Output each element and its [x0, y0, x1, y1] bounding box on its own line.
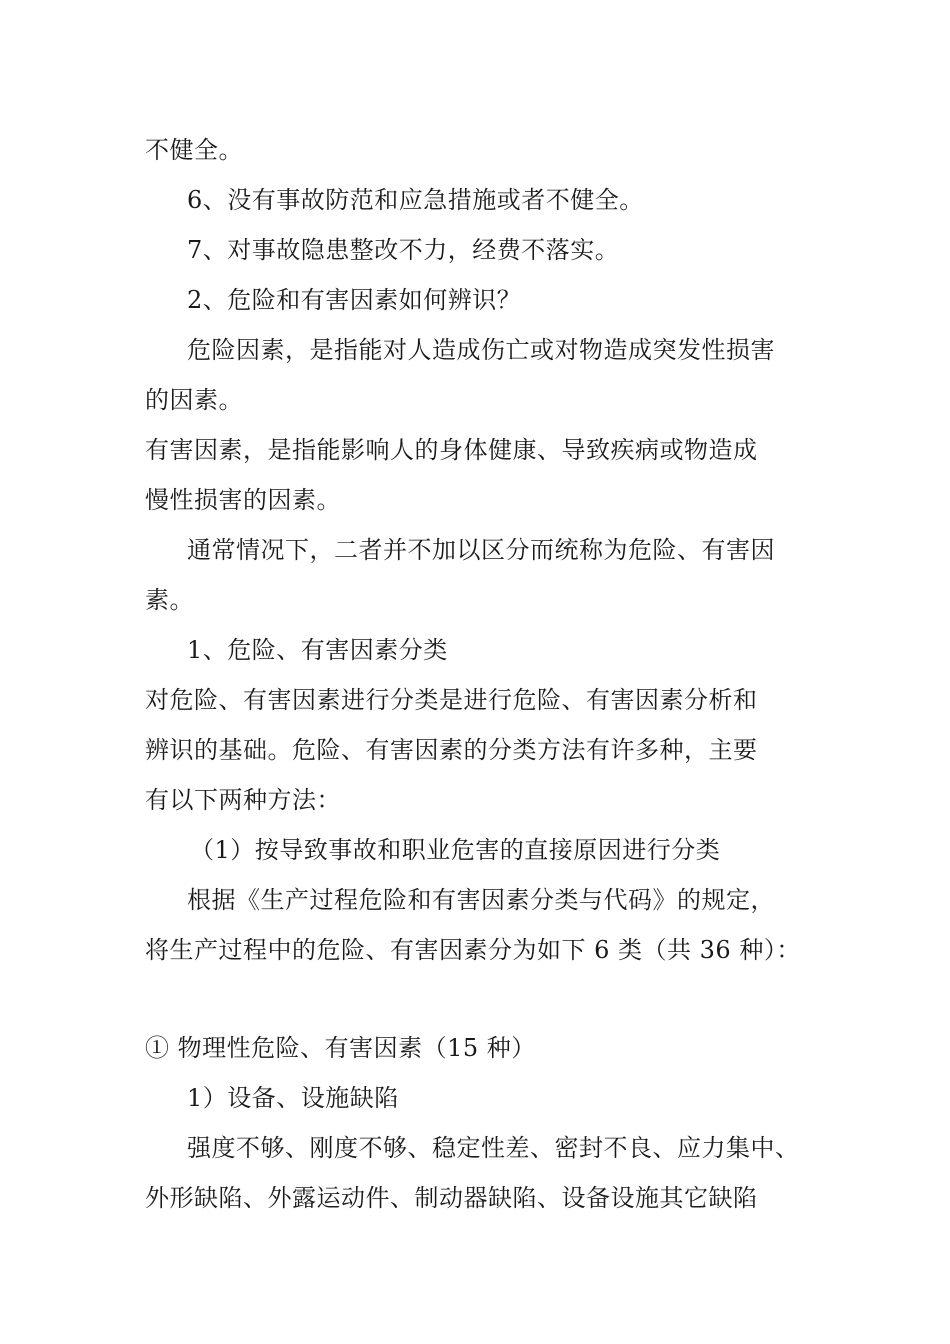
paragraph-line: 通常情况下，二者并不加以区分而统称为危险、有害因	[187, 536, 775, 564]
subcategory-heading: 1）设备、设施缺陷	[187, 1084, 399, 1112]
paragraph-line: 有害因素，是指能影响人的身体健康、导致疾病或物造成	[145, 436, 758, 464]
paragraph-line: 有以下两种方法：	[145, 786, 341, 814]
paragraph-line: 将生产过程中的危险、有害因素分为如下 6 类（共 36 种）：	[145, 936, 801, 964]
section-heading-1: 1、危险、有害因素分类	[187, 636, 448, 664]
paragraph-line: 不健全。	[145, 136, 243, 164]
paragraph-line: 慢性损害的因素。	[145, 486, 341, 514]
list-item-6: 6、没有事故防范和应急措施或者不健全。	[187, 186, 644, 214]
paragraph-line: 危险因素，是指能对人造成伤亡或对物造成突发性损害	[187, 336, 775, 364]
paragraph-line: 的因素。	[145, 386, 243, 414]
paragraph-line: 外形缺陷、外露运动件、制动器缺陷、设备设施其它缺陷	[145, 1184, 758, 1212]
list-item-7: 7、对事故隐患整改不力，经费不落实。	[187, 236, 620, 264]
category-heading: ① 物理性危险、有害因素（15 种）	[145, 1034, 536, 1062]
subsection-heading: （1）按导致事故和职业危害的直接原因进行分类	[190, 836, 721, 864]
paragraph-line: 对危险、有害因素进行分类是进行危险、有害因素分析和	[145, 686, 758, 714]
paragraph-line: 根据《生产过程危险和有害因素分类与代码》的规定，	[187, 886, 775, 914]
paragraph-line: 强度不够、刚度不够、稳定性差、密封不良、应力集中、	[187, 1134, 800, 1162]
section-heading-2: 2、危险和有害因素如何辨识？	[187, 286, 522, 314]
paragraph-line: 辨识的基础。危险、有害因素的分类方法有许多种，主要	[145, 736, 758, 764]
paragraph-line: 素。	[145, 586, 194, 614]
